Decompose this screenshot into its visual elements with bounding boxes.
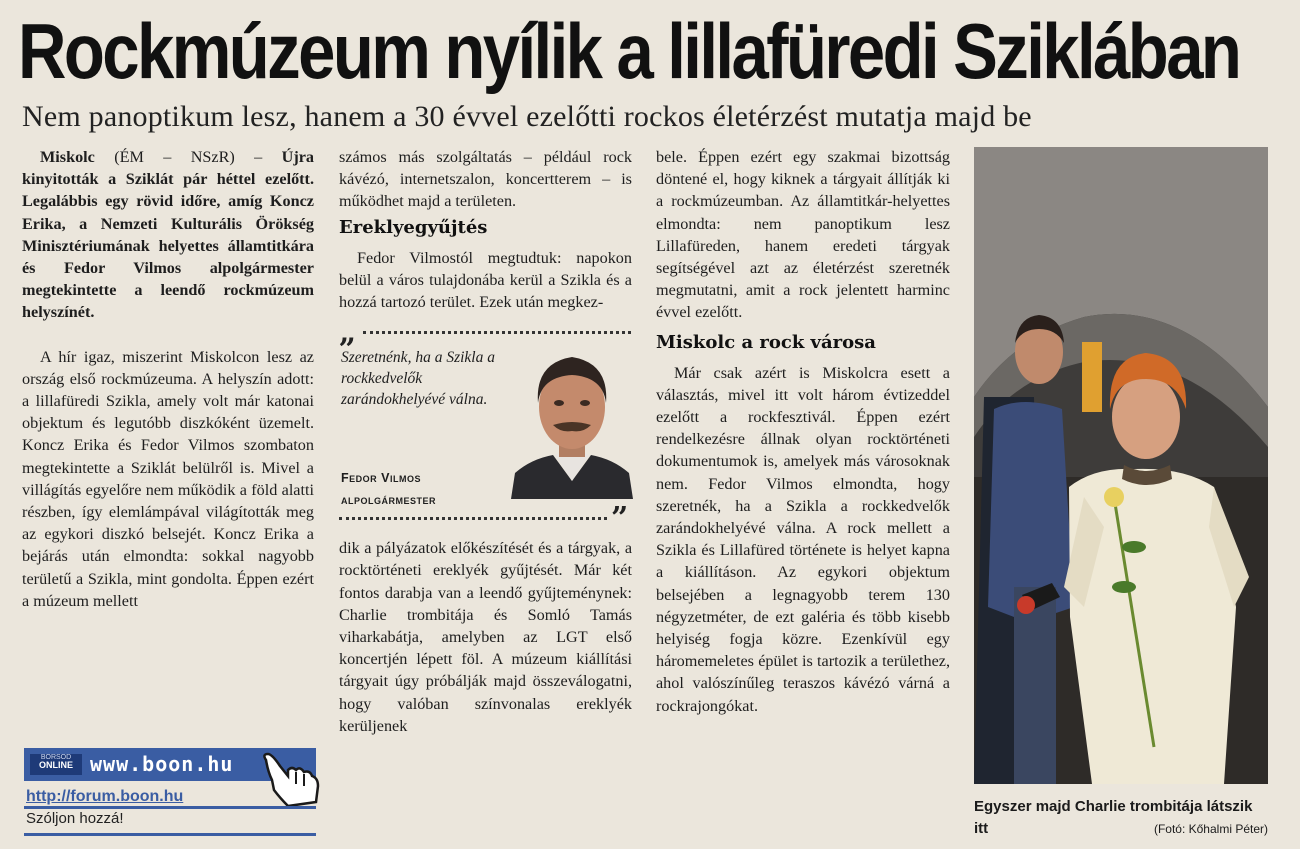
- quote-text: Szeretnénk, ha a Szikla a rockkedvelők zarándokhelyévé válna.: [341, 349, 495, 409]
- promo-call-to-action: Szóljon hozzá!: [26, 810, 124, 827]
- promo-site-link[interactable]: www.boon.hu: [90, 752, 234, 776]
- logo-mid-text: ONLINE: [38, 760, 73, 770]
- quote-open-mark: „: [339, 315, 357, 351]
- lead-source: (ÉM – NSzR) –: [94, 148, 282, 166]
- lead-location: Miskolc: [40, 148, 95, 166]
- headline: Rockmúzeum nyílik a lillafüredi Sziklában: [18, 7, 1240, 95]
- pointing-hand-icon: [258, 750, 324, 810]
- lead-paragraph: [22, 146, 314, 324]
- quote-bottom-rule: [339, 517, 607, 520]
- quote-top-rule: [363, 331, 631, 334]
- body-paragraph-4: dik a pályázatok előkészítését és a tárgyak, a rocktörténeti ereklyék gyűjtését. Már két fontos darabja van a leendő gyűjteménynek: Charlie trombitája és Somló Tamás viharkabátja, amelyben az LGT első koncertjén lépett föl. A múzeum kiállítási tárgyait úgy próbálják majd összeválogatni, hogy valóban színvonalas ereklyék kerüljenek: [339, 539, 632, 735]
- body-paragraph-1: A hír igaz, miszerint Miskolcon lesz az ország első rockmúzeuma. A helyszín adott: a lillafüredi Szikla, amely volt már katonai objektum és legutóbb diszkóként üzemelt. Koncz Erika és Fedor Vilmos szombaton megtekintette a Sziklát belülről is. Mivel a villágítás egyelőre nem működik a föld alatti részben, így elemlámpával világították meg az egykori diszkó belsejét. Koncz Erika a bejárás után elmondta: sokkal nagyobb területű a Szikla, mint gondolta. Éppen ezért a múzeum mellett: [22, 347, 314, 610]
- logo-top-text: BORSOD: [40, 754, 72, 761]
- forum-link[interactable]: http://forum.boon.hu: [26, 788, 184, 805]
- portrait-photo: [511, 341, 633, 499]
- body-paragraph-2: számos más szolgáltatás – például rock kávézó, internetszalon, koncertterem – is működhet majd a területen.: [339, 148, 632, 211]
- pull-quote: [339, 317, 632, 535]
- quote-author: [341, 467, 511, 511]
- online-promo-box: [22, 748, 318, 836]
- subtitle-miskolc-a-rock-varosa: Miskolc a rock városa: [656, 331, 876, 353]
- column-2: [339, 146, 632, 737]
- photo-caption-text: Egyszer majd Charlie trombitája látszik itt: [974, 798, 1253, 837]
- quote-author-name: Fedor Vilmos: [341, 471, 421, 486]
- photo-caption: [974, 796, 1270, 840]
- column-1: [22, 146, 314, 612]
- quote-close-mark: ”: [611, 501, 629, 537]
- promo-bottom-rule: [24, 833, 316, 836]
- lead-text: Újra kinyitották a Sziklát pár héttel ezelőtt. Legalábbis egy rövid időre, amíg Koncz Erika, a Nemzeti Kulturális Örökség Minisztériumának helyettes államtitkára és Fedor Vilmos alpolgármester megtekintette a leendő rockmúzeum helyszínét.: [22, 148, 314, 322]
- body-paragraph-5: bele. Éppen ezért egy szakmai bizottság döntené el, hogy kiknek a tárgyait állítják ki a rockmúzeumban. Az államtitkár-helyettes elmondta: nem panoptikum lesz Lillafüreden, hanem eredeti tárgyak segítségével azt az életérzést szeretnék megmutatni, amit a rock jelentett harminc évvel ezelőtt.: [656, 148, 950, 322]
- quote-author-role: alpolgármester: [341, 493, 437, 508]
- column-3: [656, 146, 950, 717]
- body-paragraph-6: Már csak azért is Miskolcra esett a választás, mivel itt volt három évtizeddel ezelőtt a rockfesztivál. Éppen ezért rendelkezésre állnak olyan rocktörténeti dokumentumok is, amelyek más városoknak nem. Fedor Vilmos elmondta, hogy szeretnék, ha a Szikla a rockkedvelők zarándokhelyévé válna. A rock mellett a Szikla és Lillafüred története is helyet kapna a kiállításon. Az egykori objektum belsejében a legnagyobb terem 130 négyzetméter, de ezt galéria és több kisebb helyiség fogja közre. Ezenkívül egy háromemeletes épület is tartozik a területhez, ahol valószínűleg teraszos kávézó várná a rockrajongókat.: [656, 363, 950, 715]
- subheadline: Nem panoptikum lesz, hanem a 30 évvel ezelőtti rockos életérzést mutatja majd be: [22, 100, 1032, 133]
- article-photo: [974, 147, 1268, 784]
- body-paragraph-3: Fedor Vilmostól megtudtuk: napokon belül a város tulajdonába kerül a Szikla és a hozzá tartozó terület. Ezek után megkez-: [339, 248, 632, 312]
- subtitle-ereklyegyujtes: Ereklyegyűjtés: [339, 216, 488, 238]
- borsod-online-logo: [30, 754, 82, 775]
- photo-credit: (Fotó: Kőhalmi Péter): [1153, 822, 1268, 836]
